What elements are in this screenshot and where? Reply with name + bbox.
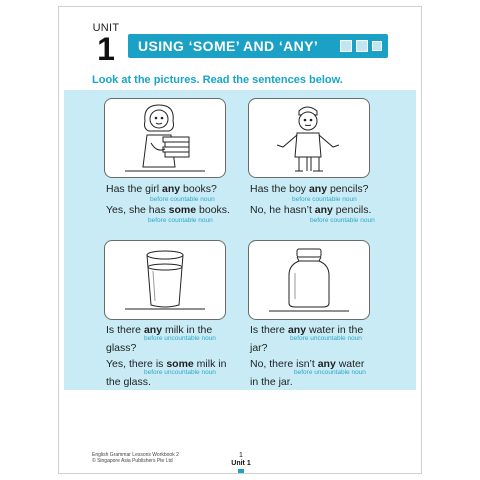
answer-text: No, there isn’t any water bbox=[250, 358, 365, 370]
answer-text-line-2: in the jar. bbox=[250, 376, 293, 388]
grammar-note: before uncountable noun bbox=[290, 335, 362, 342]
page-footer bbox=[226, 452, 256, 473]
question-text-line-2: glass? bbox=[106, 342, 137, 354]
glass-of-milk-icon bbox=[105, 241, 225, 319]
footer-marker-icon bbox=[238, 469, 244, 473]
unit-label bbox=[86, 22, 126, 67]
question-text: Has the boy any pencils? bbox=[250, 183, 369, 195]
question-text: Has the girl any books? bbox=[106, 183, 217, 195]
page-unit: Unit 1 bbox=[231, 460, 251, 467]
picture-glass bbox=[104, 240, 226, 320]
book-title: English Grammar Lessons Workbook 2 bbox=[92, 452, 179, 458]
answer-text: Yes, she has some books. bbox=[106, 204, 230, 216]
answer-text: Yes, there is some milk in bbox=[106, 358, 227, 370]
grammar-note: before uncountable noun bbox=[294, 369, 366, 376]
unit-number: 1 bbox=[97, 31, 115, 67]
footer-credits bbox=[92, 452, 179, 464]
boy-shrugging-icon bbox=[249, 99, 369, 177]
grammar-note: before uncountable noun bbox=[144, 369, 216, 376]
square-decoration-icon bbox=[340, 40, 352, 52]
publisher-credit: © Singapore Asia Publishers Pte Ltd bbox=[92, 458, 173, 464]
girl-holding-books-icon bbox=[105, 99, 225, 177]
question-text-line-2: jar? bbox=[250, 342, 268, 354]
picture-boy bbox=[248, 98, 370, 178]
question-text: Is there any milk in the bbox=[106, 324, 213, 336]
grammar-note: before countable noun bbox=[148, 217, 213, 224]
picture-girl-books bbox=[104, 98, 226, 178]
examples-panel bbox=[64, 90, 416, 390]
instruction-text: Look at the pictures. Read the sentences below. bbox=[92, 74, 343, 86]
question-text: Is there any water in the bbox=[250, 324, 364, 336]
page-title: USING ‘SOME’ AND ‘ANY’ bbox=[138, 38, 319, 54]
grammar-note: before countable noun bbox=[310, 217, 375, 224]
answer-text-line-2: the glass. bbox=[106, 376, 151, 388]
page-number: 1 bbox=[239, 452, 243, 459]
title-decoration bbox=[340, 40, 382, 52]
grammar-note: before countable noun bbox=[292, 196, 357, 203]
grammar-note: before countable noun bbox=[150, 196, 215, 203]
square-decoration-icon bbox=[372, 41, 382, 51]
title-bar bbox=[128, 34, 388, 58]
unit-word: UNIT bbox=[92, 22, 120, 34]
grammar-note: before uncountable noun bbox=[144, 335, 216, 342]
answer-text: No, he hasn’t any pencils. bbox=[250, 204, 372, 216]
picture-jar bbox=[248, 240, 370, 320]
square-decoration-icon bbox=[356, 40, 368, 52]
empty-jar-icon bbox=[249, 241, 369, 319]
